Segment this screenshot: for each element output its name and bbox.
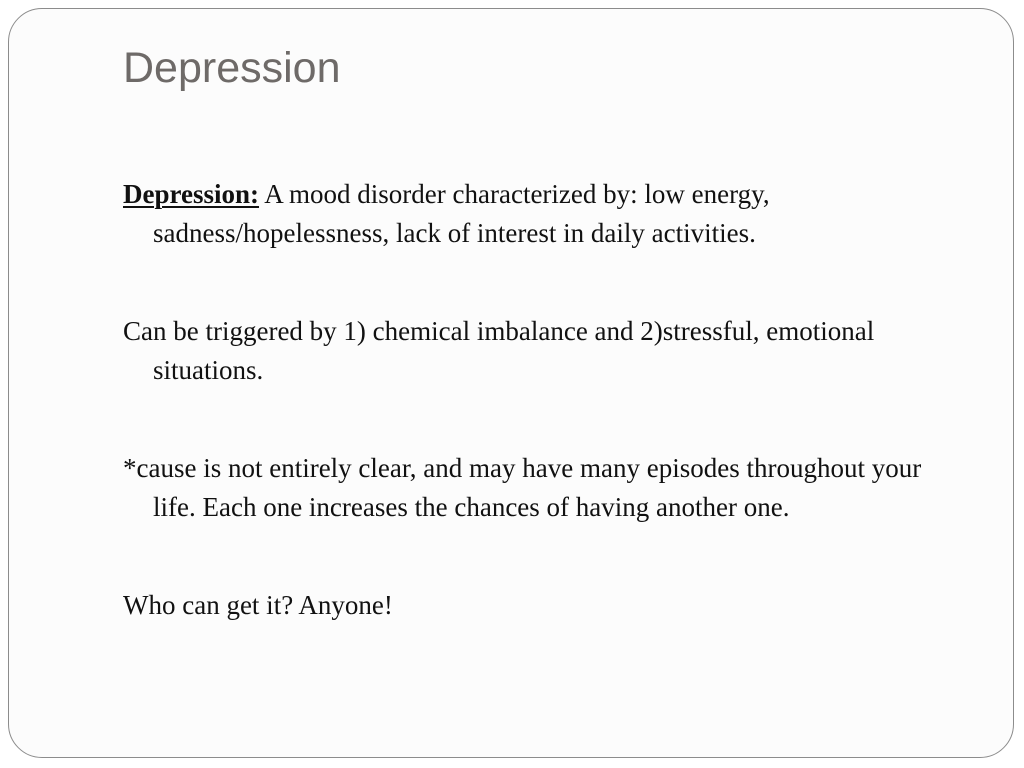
definition-term: Depression: xyxy=(123,179,260,209)
cause-paragraph: *cause is not entirely clear, and may have many episodes throughout your life. Each one increases the chances of having another one. xyxy=(123,453,922,522)
who-paragraph: Who can get it? Anyone! xyxy=(123,590,393,620)
triggers-paragraph: Can be triggered by 1) chemical imbalance and 2)stressful, emotional situations. xyxy=(123,316,875,385)
slide-body xyxy=(123,175,953,625)
definition-paragraph xyxy=(123,175,953,253)
slide xyxy=(8,8,1014,758)
definition-text: A mood disorder characterized by: low energy, sadness/hopelessness, lack of interest in daily activities. xyxy=(153,179,770,248)
slide-title: Depression xyxy=(123,44,341,92)
